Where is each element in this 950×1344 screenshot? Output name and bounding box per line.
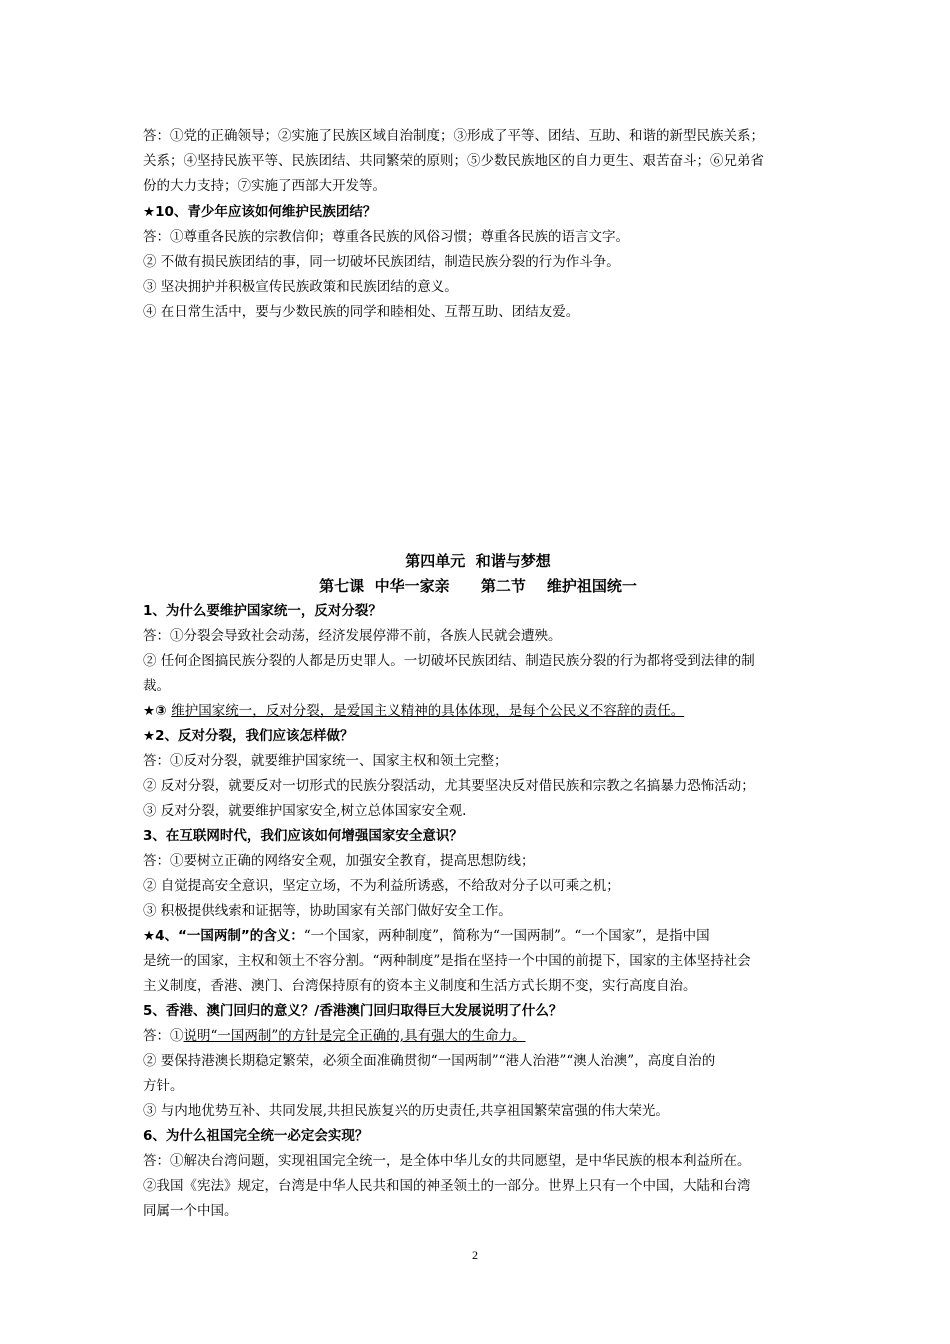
lesson-title: 第七课 中华一家亲 第二节 维护祖国统一 xyxy=(319,577,637,595)
text-line: 答：①党的正确领导；②实施了民族区域自治制度；③形成了平等、团结、互助、和谐的新型民族关系； xyxy=(143,128,764,144)
answer-prefix: 答：① xyxy=(143,1028,184,1044)
answer-line: ②我国《宪法》规定，台湾是中华人民共和国的神圣领土的一部分。世界上只有一个中国，大陆和台湾 xyxy=(143,1178,751,1194)
question-heading: ★10、青少年应该如何维护民族团结？ xyxy=(143,204,377,220)
definition-label: ★4、“一国两制”的含义： xyxy=(143,928,304,944)
definition-line: 是统一的国家，主权和领土不容分割。“两种制度”是指在坚持一个中国的前提下，国家的主体坚持社会 xyxy=(143,953,751,969)
answer-line-highlight xyxy=(143,701,813,721)
question-heading: 1、为什么要维护国家统一，反对分裂？ xyxy=(143,603,382,619)
answer-line: 答：①分裂会导致社会动荡，经济发展停滞不前，各族人民就会遭殃。 xyxy=(143,628,562,644)
answer-line: 答：①反对分裂，就要维护国家统一、国家主权和领土完整； xyxy=(143,753,508,769)
text-line: 份的大力支持；⑦实施了西部大开发等。 xyxy=(143,178,386,194)
answer-line: 方针。 xyxy=(143,1078,184,1094)
question-heading: 3、在互联网时代，我们应该如何增强国家安全意识？ xyxy=(143,828,463,844)
answer-line: ③ 反对分裂，就要维护国家安全,树立总体国家安全观. xyxy=(143,803,467,819)
definition-text: “一个国家，两种制度”，简称为“一国两制”。“一个国家”，是指中国 xyxy=(303,928,710,944)
definition-line xyxy=(143,926,813,946)
answer-line: ② 任何企图搞民族分裂的人都是历史罪人。一切破坏民族团结、制造民族分裂的行为都将受到法律的制 xyxy=(143,653,755,669)
answer-line-highlight xyxy=(143,1026,813,1046)
answer-line: 答：①尊重各民族的宗教信仰；尊重各民族的风俗习惯；尊重各民族的语言文字。 xyxy=(143,229,629,245)
definition-line: 主义制度，香港、澳门、台湾保持原有的资本主义制度和生活方式长期不变，实行高度自治。 xyxy=(143,978,697,994)
answer-line: 答：①要树立正确的网络安全观，加强安全教育，提高思想防线； xyxy=(143,853,535,869)
answer-line: ② 不做有损民族团结的事，同一切破坏民族团结，制造民族分裂的行为作斗争。 xyxy=(143,254,620,270)
answer-line: ② 自觉提高安全意识，坚定立场，不为利益所诱惑，不给敌对分子以可乘之机； xyxy=(143,878,620,894)
answer-line: 裁。 xyxy=(143,678,170,694)
unit-title: 第四单元 和谐与梦想 xyxy=(405,552,551,570)
answer-line: ④ 在日常生活中，要与少数民族的同学和睦相处、互帮互助、团结友爱。 xyxy=(143,304,580,320)
answer-line: ③ 坚决拥护并积极宣传民族政策和民族团结的意义。 xyxy=(143,279,458,295)
answer-line: ② 要保持港澳长期稳定繁荣，必须全面准确贯彻“一国两制”“港人治港”“澳人治澳”，高度自治的 xyxy=(143,1053,716,1069)
underlined-key-point: 维护国家统一，反对分裂，是爱国主义精神的具体体现，是每个公民义不容辞的责任。 xyxy=(171,703,685,719)
answer-line: ③ 与内地优势互补、共同发展,共担民族复兴的历史责任,共享祖国繁荣富强的伟大荣光。 xyxy=(143,1103,669,1119)
answer-line: ② 反对分裂，就要反对一切形式的民族分裂活动，尤其要坚决反对借民族和宗教之名搞暴力恐怖活动； xyxy=(143,778,755,794)
answer-line: 答：①解决台湾问题，实现祖国完全统一，是全体中华儿女的共同愿望，是中华民族的根本利益所在。 xyxy=(143,1153,751,1169)
question-heading: 5、香港、澳门回归的意义？/香港澳门回归取得巨大发展说明了什么？ xyxy=(143,1003,563,1019)
page-number: 2 xyxy=(472,1248,478,1262)
star-marker: ★③ xyxy=(143,703,172,719)
underlined-key-point: 说明“一国两制”的方针是完全正确的,具有强大的生命力。 xyxy=(183,1028,526,1044)
question-heading: 6、为什么祖国完全统一必定会实现？ xyxy=(143,1128,369,1144)
answer-line: ③ 积极提供线索和证据等，协助国家有关部门做好安全工作。 xyxy=(143,903,512,919)
question-heading: ★2、反对分裂，我们应该怎样做？ xyxy=(143,728,354,744)
text-line: 关系；④坚持民族平等、民族团结、共同繁荣的原则；⑤少数民族地区的自力更生、艰苦奋斗；⑥兄弟省 xyxy=(143,153,764,169)
answer-line: 同属一个中国。 xyxy=(143,1203,238,1219)
